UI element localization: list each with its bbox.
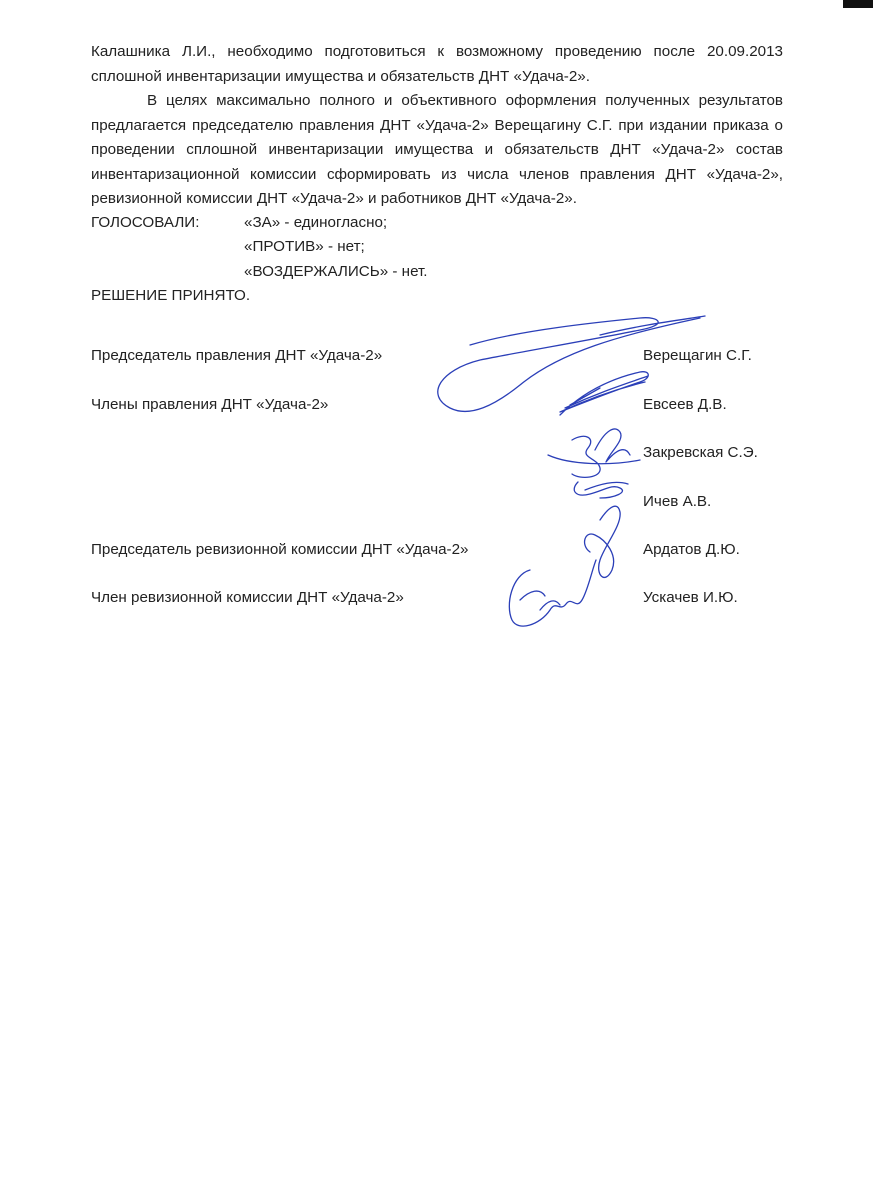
audit-chair-name: Ардатов Д.Ю. (643, 541, 740, 558)
signature-evseev (560, 372, 648, 415)
board-chair-role: Председатель правления ДНТ «Удача-2» (91, 347, 383, 364)
audit-member-role: Член ревизионной комиссии ДНТ «Удача-2» (91, 589, 404, 606)
signature-zakrevskaya (548, 429, 640, 477)
board-chair-name: Верещагин С.Г. (643, 347, 752, 364)
voting-label: ГОЛОСОВАЛИ: (91, 214, 200, 231)
board-member-1-name: Евсеев Д.В. (643, 396, 727, 413)
vote-against: «ПРОТИВ» - нет; (244, 238, 365, 255)
signature-ardatov (585, 506, 621, 577)
paragraph-1: Калашника Л.И., необходимо подготовиться к возможному проведению после 20.09.2013 сплошной инвентаризации имущества и обязательств ДНТ «Удача-2». (91, 43, 783, 85)
body-text (91, 40, 783, 212)
paragraph-2: В целях максимально полного и объективного оформления полученных результатов предлагается председателю правления ДНТ «Удача-2» Верещагину С.Г. при издании приказа о проведении сплошной инвентаризации имущества и обязательств ДНТ «Удача-2» состав инвентаризационной комиссии сформировать из числа членов правления ДНТ «Удача-2», ревизионной комиссии ДНТ «Удача-2» и работников ДНТ «Удача-2». (91, 92, 783, 207)
vote-for: «ЗА» - единогласно; (244, 214, 388, 231)
vote-abstain: «ВОЗДЕРЖАЛИСЬ» - нет. (244, 263, 428, 280)
audit-chair-role: Председатель ревизионной комиссии ДНТ «Удача-2» (91, 541, 469, 558)
audit-member-name: Ускачев И.Ю. (643, 589, 738, 606)
signature-ichev (574, 482, 628, 498)
board-member-2-name: Закревская С.Э. (643, 444, 758, 461)
board-members-role: Члены правления ДНТ «Удача-2» (91, 396, 329, 413)
scan-corner-mark (843, 0, 873, 8)
decision-text: РЕШЕНИЕ ПРИНЯТО. (91, 287, 251, 304)
signature-uskachev (509, 560, 596, 626)
board-member-3-name: Ичев А.В. (643, 493, 712, 510)
